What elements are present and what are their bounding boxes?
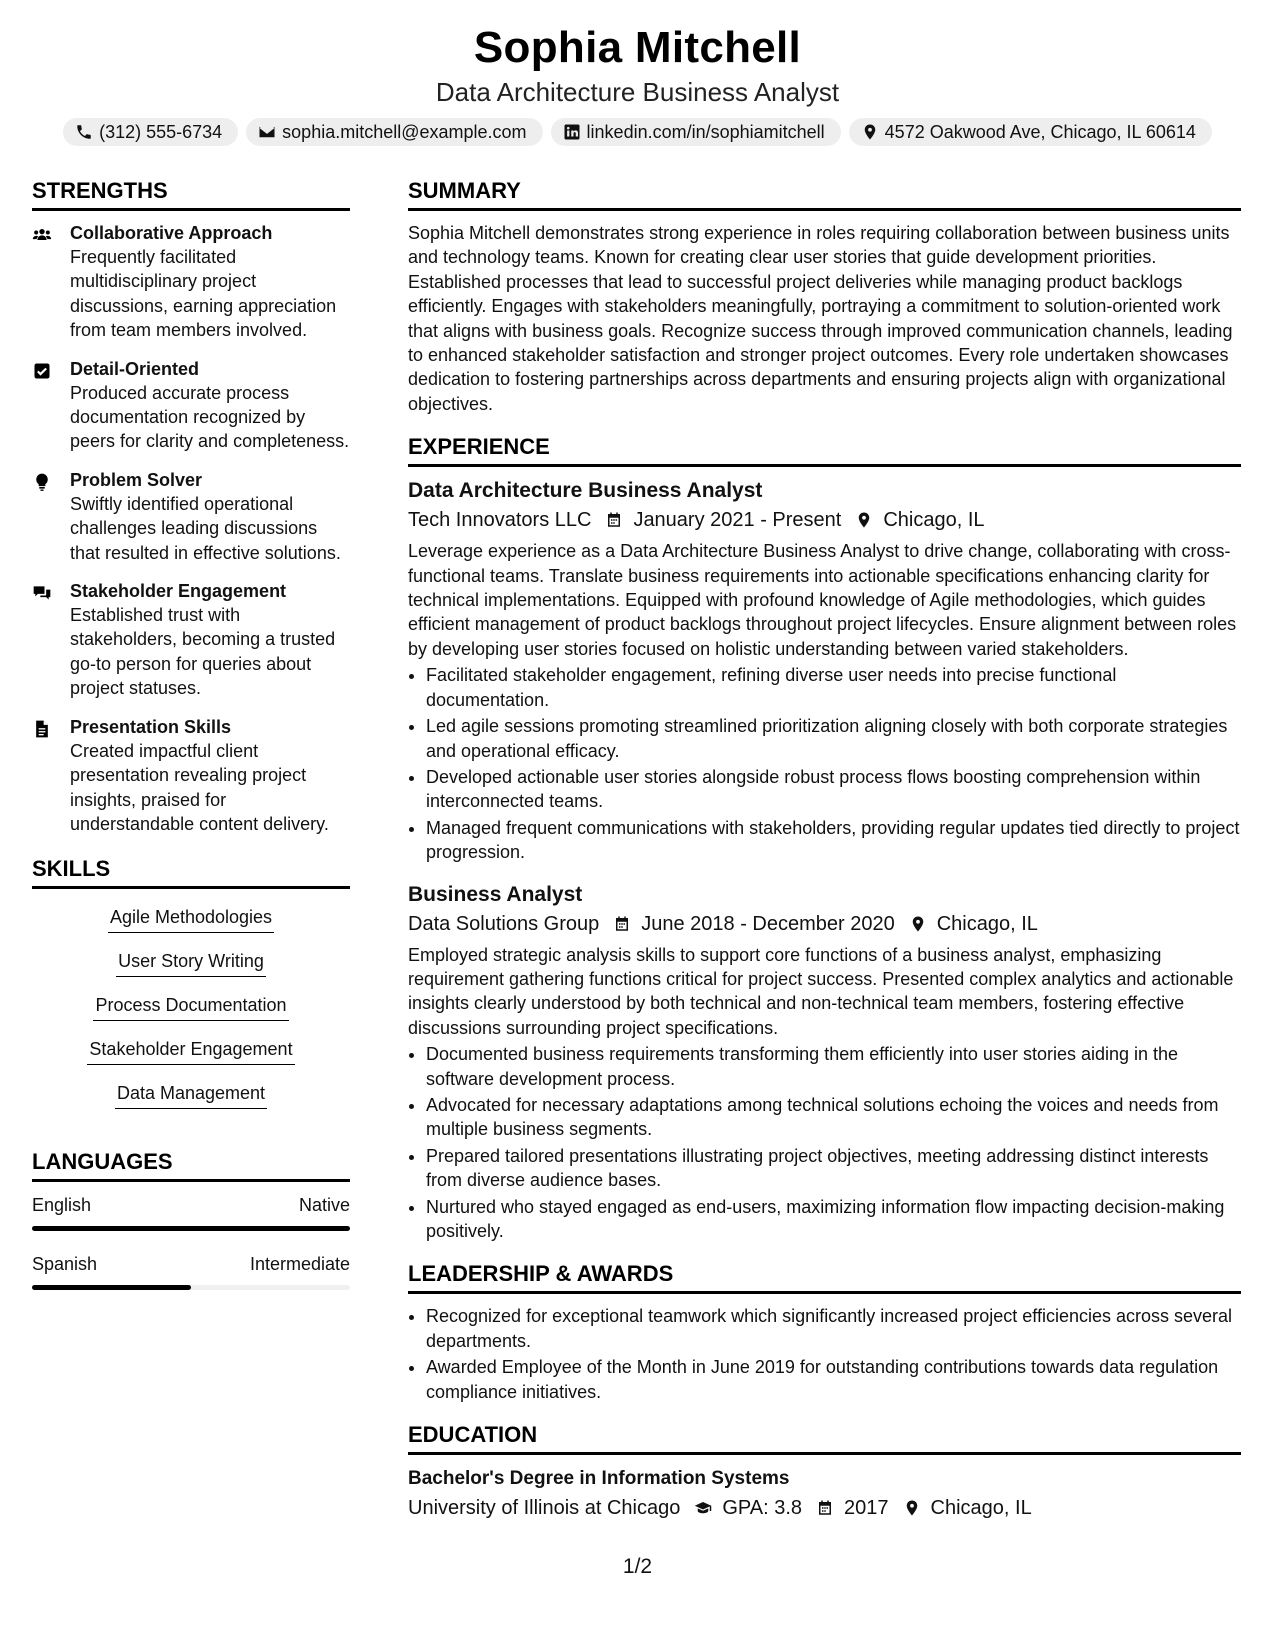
job-bullet: • Prepared tailored presentations illustrating project objectives, meeting addressing distinct interests from diverse audience bases. (426, 1144, 1241, 1193)
strength-title: Presentation Skills (70, 716, 232, 737)
page-number: 1/2 (622, 1555, 653, 1578)
linkedin-chip[interactable] (551, 118, 841, 146)
skill-item: Agile Methodologies (108, 905, 274, 933)
address-chip[interactable] (849, 118, 1212, 146)
users-icon (32, 225, 52, 245)
strength-desc: Created impactful client presentation revealing project insights, praised for understandable content delivery. (70, 740, 329, 834)
skill-item: Stakeholder Engagement (87, 1037, 294, 1065)
job-entry (408, 881, 1241, 1244)
leadership-list (408, 1304, 1241, 1404)
language-proficiency-bar (32, 1285, 350, 1290)
experience-heading: EXPERIENCE (408, 432, 1241, 467)
job-entry (408, 477, 1241, 864)
linkedin-icon (563, 123, 581, 141)
job-bullet: • Facilitated stakeholder engagement, refining diverse user needs into precise functional documentation. (426, 663, 1241, 712)
award-item: • Recognized for exceptional teamwork which significantly increased project efficiencies across several departments. (426, 1304, 1241, 1353)
summary-heading: SUMMARY (408, 176, 1241, 211)
job-bullets (408, 1042, 1241, 1243)
job-meta (408, 505, 1241, 535)
job-bullet: • Managed frequent communications with stakeholders, providing regular updates tied directly to project progression. (426, 816, 1241, 865)
map-pin-icon (855, 511, 873, 529)
calendar-icon (605, 511, 623, 529)
job-bullet: • Led agile sessions promoting streamlined prioritization aligning closely with both corporate strategies and operational efficacy. (426, 714, 1241, 763)
language-level: Native (298, 1195, 350, 1216)
job-dates: January 2021 - Present (633, 509, 842, 532)
education-location: Chicago, IL (930, 1497, 1032, 1520)
job-title: Business Analyst (408, 882, 583, 906)
strength-item (32, 579, 350, 701)
job-description: Leverage experience as a Data Architecture Business Analyst to drive change, collaborating with cross-functional teams. Translate business requirements into actionable specifications enhancing clarity for technical implementations. Equipped with profound knowledge of Agile methodologies, which guides efficient management of product backlogs throughout project lifecycles. Ensure alignment between roles by developing user stories focused on holistic understanding between varied stakeholders. (408, 541, 1237, 659)
job-title: Data Architecture Business Analyst (408, 479, 763, 503)
email-chip[interactable] (246, 118, 542, 146)
language-item (32, 1192, 350, 1231)
language-proficiency-fill (32, 1285, 191, 1290)
job-company: Data Solutions Group (408, 912, 600, 935)
job-bullet: • Advocated for necessary adaptations among technical solutions echoing the voices and needs from multiple business segments. (426, 1093, 1241, 1142)
comments-icon (32, 583, 52, 603)
document-icon (32, 719, 52, 739)
strength-desc: Swiftly identified operational challenges leading discussions that resulted in effective solutions. (70, 493, 341, 563)
job-location: Chicago, IL (883, 509, 985, 532)
job-bullet: • Nurtured who stayed engaged as end-users, maximizing information flow impacting decision-making positively. (426, 1195, 1241, 1244)
phone-icon (75, 123, 93, 141)
language-proficiency-bar (32, 1226, 350, 1231)
strength-desc: Produced accurate process documentation recognized by peers for clarity and completeness. (70, 382, 350, 452)
language-item (32, 1251, 350, 1290)
job-description: Employed strategic analysis skills to support core functions of a business analyst, emphasizing requirement gathering functions critical for project success. Presented complex analytics and actionable insights clearly understood by both technical and non-technical team members, fostering effective discussions surrounding project specifications. (408, 944, 1234, 1038)
graduation-cap-icon (694, 1499, 712, 1517)
skill-item: User Story Writing (116, 949, 266, 977)
strengths-heading: STRENGTHS (32, 176, 350, 211)
map-pin-icon (903, 1499, 921, 1517)
skills-heading: SKILLS (32, 854, 350, 889)
calendar-icon (613, 915, 631, 933)
job-location: Chicago, IL (936, 912, 1038, 935)
strength-desc: Frequently facilitated multidisciplinary project discussions, earning appreciation from team members involved. (70, 247, 337, 341)
phone-chip[interactable] (63, 118, 238, 146)
job-company: Tech Innovators LLC (408, 509, 592, 532)
education-meta (408, 1493, 1241, 1523)
language-level: Intermediate (249, 1254, 350, 1275)
award-item: • Awarded Employee of the Month in June 2019 for outstanding contributions towards data regulation compliance initiatives. (426, 1355, 1241, 1404)
candidate-name: Sophia Mitchell (473, 23, 802, 72)
job-bullet: • Developed actionable user stories alongside robust process flows boosting comprehension within interconnected teams. (426, 765, 1241, 814)
envelope-icon (258, 123, 276, 141)
education-heading: EDUCATION (408, 1420, 1241, 1455)
lightbulb-icon (32, 472, 52, 492)
linkedin-text: linkedin.com/in/sophiamitchell (586, 122, 825, 142)
job-dates: June 2018 - December 2020 (641, 912, 895, 935)
strength-title: Detail-Oriented (70, 358, 200, 379)
job-bullet: • Documented business requirements transforming them efficiently into user stories aiding in the software development process. (426, 1042, 1241, 1091)
map-pin-icon (861, 123, 879, 141)
right-column (408, 176, 1241, 1527)
map-pin-icon (909, 915, 927, 933)
language-name: English (32, 1195, 92, 1216)
strength-item (32, 221, 350, 343)
skill-item: Data Management (115, 1081, 267, 1109)
address-text: 4572 Oakwood Ave, Chicago, IL 60614 (884, 122, 1196, 142)
summary-text: Sophia Mitchell demonstrates strong experience in roles requiring collaboration between business units and technology teams. Known for creating clear user stories that guide development priorities. Established processes that lead to successful project deliveries while managing product backlogs efficiently. Engages with stakeholders meaningfully, portraying a commitment to solution-oriented work that aligns with business goals. Recognize success through improved communication channels, leading to enhanced stakeholder satisfaction and stronger project outcomes. Every role undertaken showcases dedication to fostering partnerships across departments and ensuring projects align with organizational objectives. (408, 223, 1233, 414)
left-column (32, 176, 350, 1310)
strength-title: Collaborative Approach (70, 223, 273, 243)
language-name: Spanish (32, 1254, 98, 1275)
phone-text: (312) 555-6734 (99, 122, 223, 142)
job-bullets (408, 663, 1241, 864)
job-meta (408, 909, 1241, 939)
education-gpa: GPA: 3.8 (722, 1497, 803, 1520)
calendar-icon (816, 1499, 834, 1517)
strength-item (32, 468, 350, 565)
leadership-heading: LEADERSHIP & AWARDS (408, 1259, 1241, 1294)
languages-heading: LANGUAGES (32, 1147, 350, 1182)
email-text: sophia.mitchell@example.com (282, 122, 527, 142)
skill-item: Process Documentation (93, 993, 288, 1021)
candidate-title: Data Architecture Business Analyst (435, 77, 840, 107)
contact-bar (0, 118, 1275, 146)
strength-title: Stakeholder Engagement (70, 581, 287, 602)
skills-list (32, 899, 350, 1125)
check-square-icon (32, 361, 52, 381)
strength-item (32, 715, 350, 837)
education-year: 2017 (844, 1497, 889, 1520)
resume-header (0, 0, 1275, 146)
degree-title: Bachelor's Degree in Information Systems (408, 1468, 790, 1490)
strength-title: Problem Solver (70, 469, 203, 490)
strength-item (32, 357, 350, 454)
language-proficiency-fill (32, 1226, 350, 1231)
school-name: University of Illinois at Chicago (408, 1497, 681, 1520)
strength-desc: Established trust with stakeholders, becoming a trusted go-to person for queries about project statuses. (70, 605, 336, 699)
